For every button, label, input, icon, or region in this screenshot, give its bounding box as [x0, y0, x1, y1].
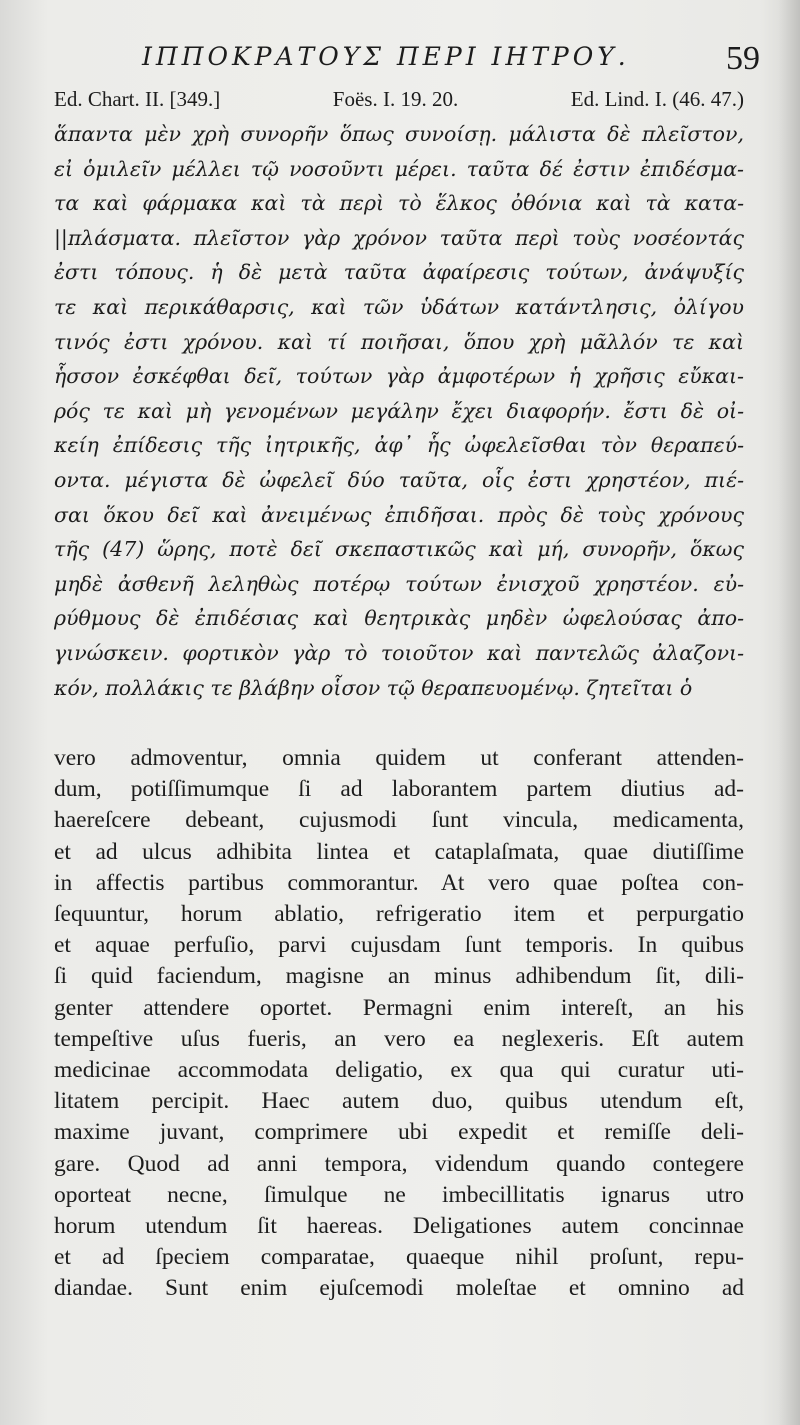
greek-line: τα καὶ φάρμακα καὶ τὰ περὶ τὸ ἕλκος ὀθόνια καὶ τὰ κατα-	[54, 191, 744, 216]
edition-foes: Foës. I. 19. 20.	[332, 87, 459, 111]
page-gutter-shadow	[778, 0, 800, 1425]
latin-line: diandae. Sunt enim ejuſcemodi moleſtae et omnino ad	[54, 1275, 744, 1302]
greek-line: ἐστι τόπους. ἡ δὲ μετὰ ταῦτα ἀφαίρεσις τούτων, ἀνάψυξίς	[54, 260, 744, 285]
latin-line: et aquae perfuſio, parvi cujusdam ſunt temporis. In quibus	[54, 932, 744, 959]
latin-line: dum, potiſſimumque ſi ad laborantem partem diutius ad-	[54, 776, 744, 803]
running-title: ΙΠΠΟΚΡΑΤΟΥΣ ΠΕΡΙ ΙΗΤΡΟΥ.	[142, 42, 630, 71]
latin-line: et ad ſpeciem comparatae, quaeque nihil proſunt, repu-	[54, 1244, 744, 1271]
latin-line: ſequuntur, horum ablatio, refrigeratio item et perpurgatio	[54, 901, 744, 928]
latin-line: litatem percipit. Haec autem duo, quibus utendum eſt,	[54, 1088, 744, 1115]
greek-line: τῆς (47) ὥρης, ποτὲ δεῖ σκεπαστικῶς καὶ μή, συνορῆν, ὅκως	[54, 537, 744, 562]
latin-line: gare. Quod ad anni tempora, videndum quando contegere	[54, 1150, 744, 1177]
greek-line: σαι ὅκου δεῖ καὶ ἀνειμένως ἐπιδῆσαι. πρὸς δὲ τοὺς χρόνους	[54, 502, 744, 527]
latin-line: tempeſtive uſus fueris, an vero ea neglexeris. Eſt autem	[54, 1025, 744, 1052]
greek-line: κείη ἐπίδεσις τῆς ἰητρικῆς, ἀφ᾽ ἧς ὠφελεῖσθαι τὸν θεραπεύ-	[54, 433, 744, 458]
latin-line: genter attendere oportet. Permagni enim intereſt, an his	[54, 994, 744, 1021]
greek-line: γινώσκειν. φορτικὸν γὰρ τὸ τοιοῦτον καὶ παντελῶς ἀλαζονι-	[54, 640, 744, 665]
latin-line: vero admoventur, omnia quidem ut conferant attenden-	[54, 745, 744, 771]
latin-line: et ad ulcus adhibita lintea et cataplaſmata, quae diutiſſime	[54, 838, 744, 865]
edition-references	[54, 87, 744, 112]
greek-line: ἅπαντα μὲν χρὴ συνορῆν ὅπως συνοίσῃ. μάλιστα δὲ πλεῖστον,	[54, 122, 744, 146]
greek-line: ρύθμους δὲ ἐπιδέσιας καὶ θεητρικὰς μηδὲν ὠφελούσας ἀπο-	[54, 606, 744, 631]
greek-line: ||πλάσματα. πλεῖστον γὰρ χρόνον ταῦτα περὶ τοὺς νοσέοντάς	[54, 225, 744, 250]
greek-line: ἧσσον ἐσκέφθαι δεῖ, τούτων γὰρ ἀμφοτέρων ἡ χρῆσις εὔκαι-	[54, 364, 744, 389]
edition-lind: Ed. Lind. I. (46. 47.)	[570, 87, 744, 111]
page-number: 59	[726, 40, 760, 77]
latin-line: ſi quid faciendum, magisne an minus adhibendum ſit, dili-	[54, 963, 744, 990]
latin-line: haereſcere debeant, cujusmodi ſunt vincula, medicamenta,	[54, 807, 744, 834]
greek-text	[54, 117, 744, 705]
greek-line: ρός τε καὶ μὴ γενομένων μεγάλην ἔχει διαφορήν. ἔστι δὲ οἰ-	[54, 398, 744, 423]
greek-line: μηδὲ ἀσθενῆ λεληθὼς ποτέρῳ τούτων ἐνισχοῦ χρηστέον. εὐ-	[54, 571, 744, 596]
latin-line: oporteat necne, ſimulque ne imbecillitatis ignarus utro	[54, 1181, 744, 1208]
latin-text	[54, 743, 744, 1305]
latin-line: horum utendum ſit haereas. Deligationes autem concinnae	[54, 1213, 744, 1240]
latin-line: in affectis partibus commorantur. At vero quae poſtea con-	[54, 869, 744, 896]
edition-chart: Ed. Chart. II. [349.]	[54, 87, 221, 111]
greek-line: τινός ἐστι χρόνου. καὶ τί ποιῆσαι, ὅπου χρὴ μᾶλλόν τε καὶ	[54, 329, 744, 354]
greek-line: εἰ ὁμιλεῖν μέλλει τῷ νοσοῦντι μέρει. ταῦτα δέ ἐστιν ἐπιδέσμα-	[54, 156, 744, 181]
greek-line: κόν, πολλάκις τε βλάβην οἷσον τῷ θεραπευομένῳ. ζητεῖται ὁ	[54, 675, 693, 700]
latin-line: maxime juvant, comprimere ubi expedit et remiſſe deli-	[54, 1119, 744, 1146]
latin-line: medicinae accommodata deligatio, ex qua qui curatur uti-	[54, 1057, 744, 1084]
greek-line: οντα. μέγιστα δὲ ὠφελεῖ δύο ταῦτα, οἷς ἐστι χρηστέον, πιέ-	[54, 467, 744, 492]
greek-line: τε καὶ περικάθαρσις, καὶ τῶν ὑδάτων κατάντλησις, ὀλίγου	[54, 294, 744, 319]
